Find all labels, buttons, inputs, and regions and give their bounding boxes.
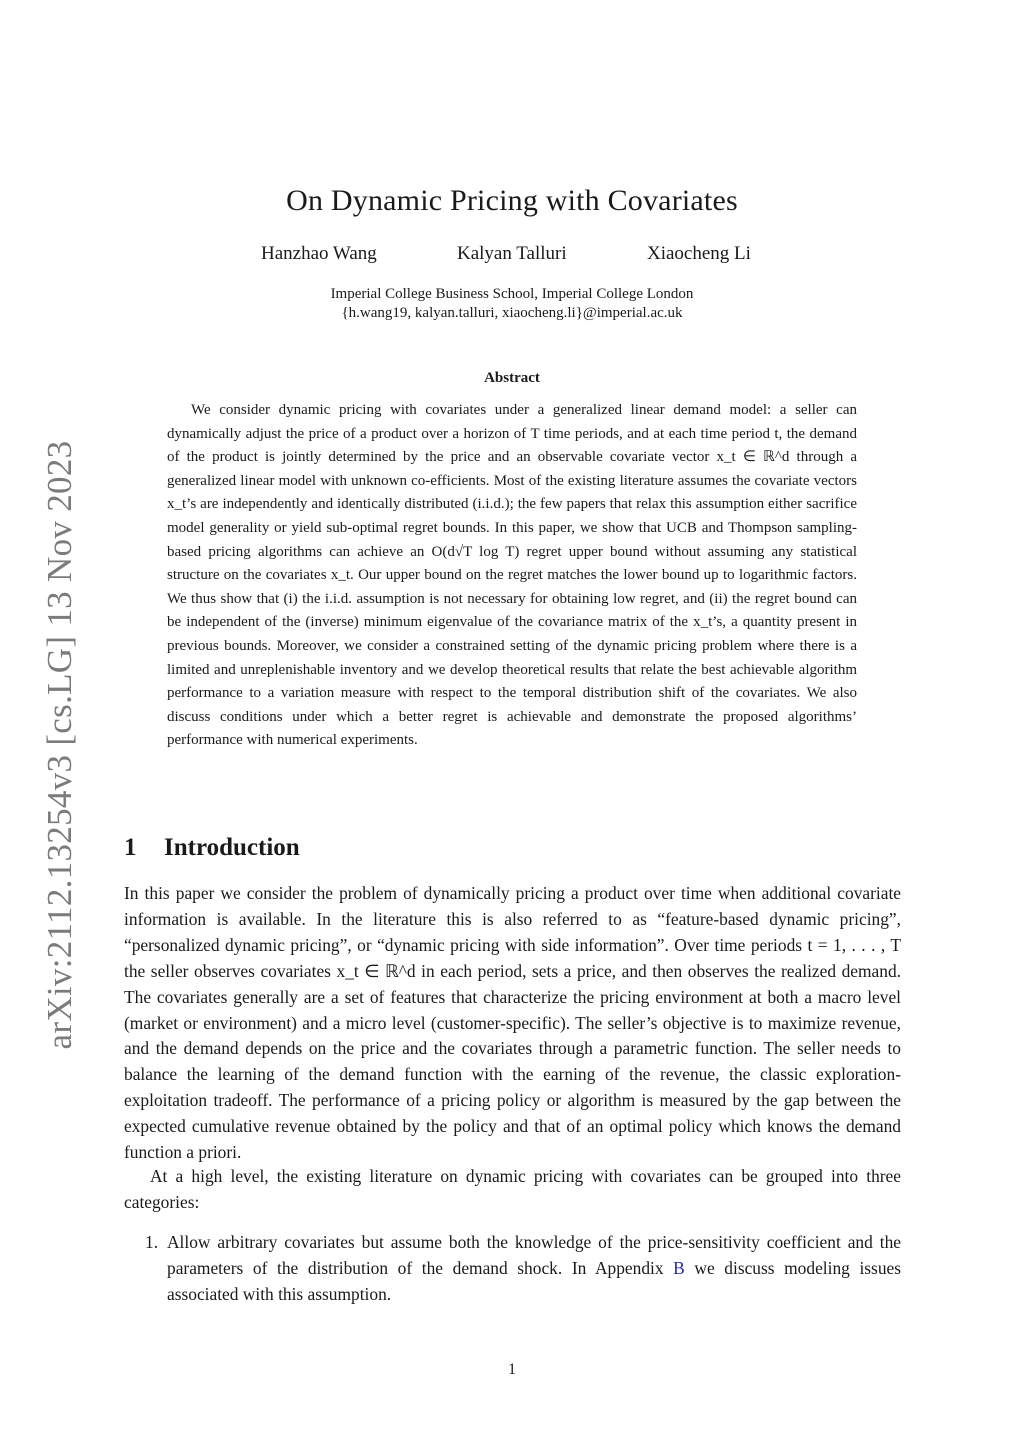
section-number: 1 [124, 834, 137, 861]
author-list [0, 243, 1024, 267]
author-emails: {h.wang19, kalyan.talluri, xiaocheng.li}@imperial.ac.uk [341, 305, 683, 321]
intro-paragraph-2: At a high level, the existing literature on dynamic pricing with covariates can be grouped into three categories: [124, 1166, 901, 1212]
page-number: 1 [508, 1361, 516, 1378]
list-item-text-before: Allow arbitrary covariates but assume both the knowledge of the price-sensitivity coefficient and the parameters of the distribution of the demand shock. In Appendix [167, 1232, 901, 1278]
paper-title: On Dynamic Pricing with Covariates [286, 184, 738, 217]
list-item-text-after: we discuss modeling issues associated with this assumption. [167, 1257, 902, 1304]
abstract-heading: Abstract [484, 370, 540, 386]
author-3: Xiaocheng Li [647, 243, 751, 264]
list-item-1 [167, 1230, 901, 1308]
arxiv-identifier-text: arXiv:2112.13254v3 [cs.LG] 13 Nov 2023 [40, 440, 79, 1050]
section-heading-introduction [124, 834, 300, 862]
author-2: Kalyan Talluri [457, 243, 567, 264]
appendix-link[interactable]: B [673, 1257, 685, 1278]
list-item-number: 1. [145, 1232, 159, 1252]
affiliation: Imperial College Business School, Imperial College London [330, 286, 694, 302]
author-1: Hanzhao Wang [261, 243, 377, 264]
abstract-text: We consider dynamic pricing with covariates under a generalized linear demand model: a seller can dynamically adjust the price of a product over a horizon of T time periods, and at each time period t, the demand of the product is jointly determined by the price and an observable covariate vector x_t ∈ ℝ^d through a generalized linear model with unknown co-efficients. Most of the existing literature assumes the covariate vectors x_t’s are independently and identically distributed (i.i.d.); the few papers that relax this assumption either sacrifice model generality or yield sub-optimal regret bounds. In this paper, we show that UCB and Thompson sampling-based pricing algorithms can achieve an O(d√T log T) regret upper bound without assuming any statistical structure on the covariates x_t. Our upper bound on the regret matches the lower bound up to logarithmic factors. We thus show that (i) the i.i.d. assumption is not necessary for obtaining low regret, and (ii) the regret bound can be independent of the (inverse) minimum eigenvalue of the covariance matrix of the x_t’s, a quantity present in previous bounds. Moreover, we consider a constrained setting of the dynamic pricing problem where there is a limited and unreplenishable inventory and we develop theoretical results that relate the best achievable algorithm performance to a variation measure with respect to the temporal distribution shift of the covariates. We also discuss conditions under which a better regret is achievable and demonstrate the proposed algorithms’ performance with numerical experiments. [167, 402, 857, 749]
intro-paragraph-1: In this paper we consider the problem of dynamically pricing a product over time when additional covariate information is available. In the literature this is also referred to as “feature-based dynamic pricing”, “personalized dynamic pricing”, or “dynamic pricing with side information”. Over time periods t = 1, . . . , T the seller observes covariates x_t ∈ ℝ^d in each period, sets a price, and then observes the realized demand. The covariates generally are a set of features that characterize the pricing environment at both a macro level (market or environment) and a micro level (customer-specific). The seller’s objective is to maximize revenue, and the demand depends on the price and the covariates through a parametric function. The seller needs to balance the learning of the demand function with the earning of the revenue, the classic exploration-exploitation tradeoff. The performance of a pricing policy or algorithm is measured by the gap between the expected cumulative revenue obtained by the policy and that of an optimal policy which knows the demand function a priori. [124, 883, 901, 1163]
section-title: Introduction [164, 834, 300, 861]
